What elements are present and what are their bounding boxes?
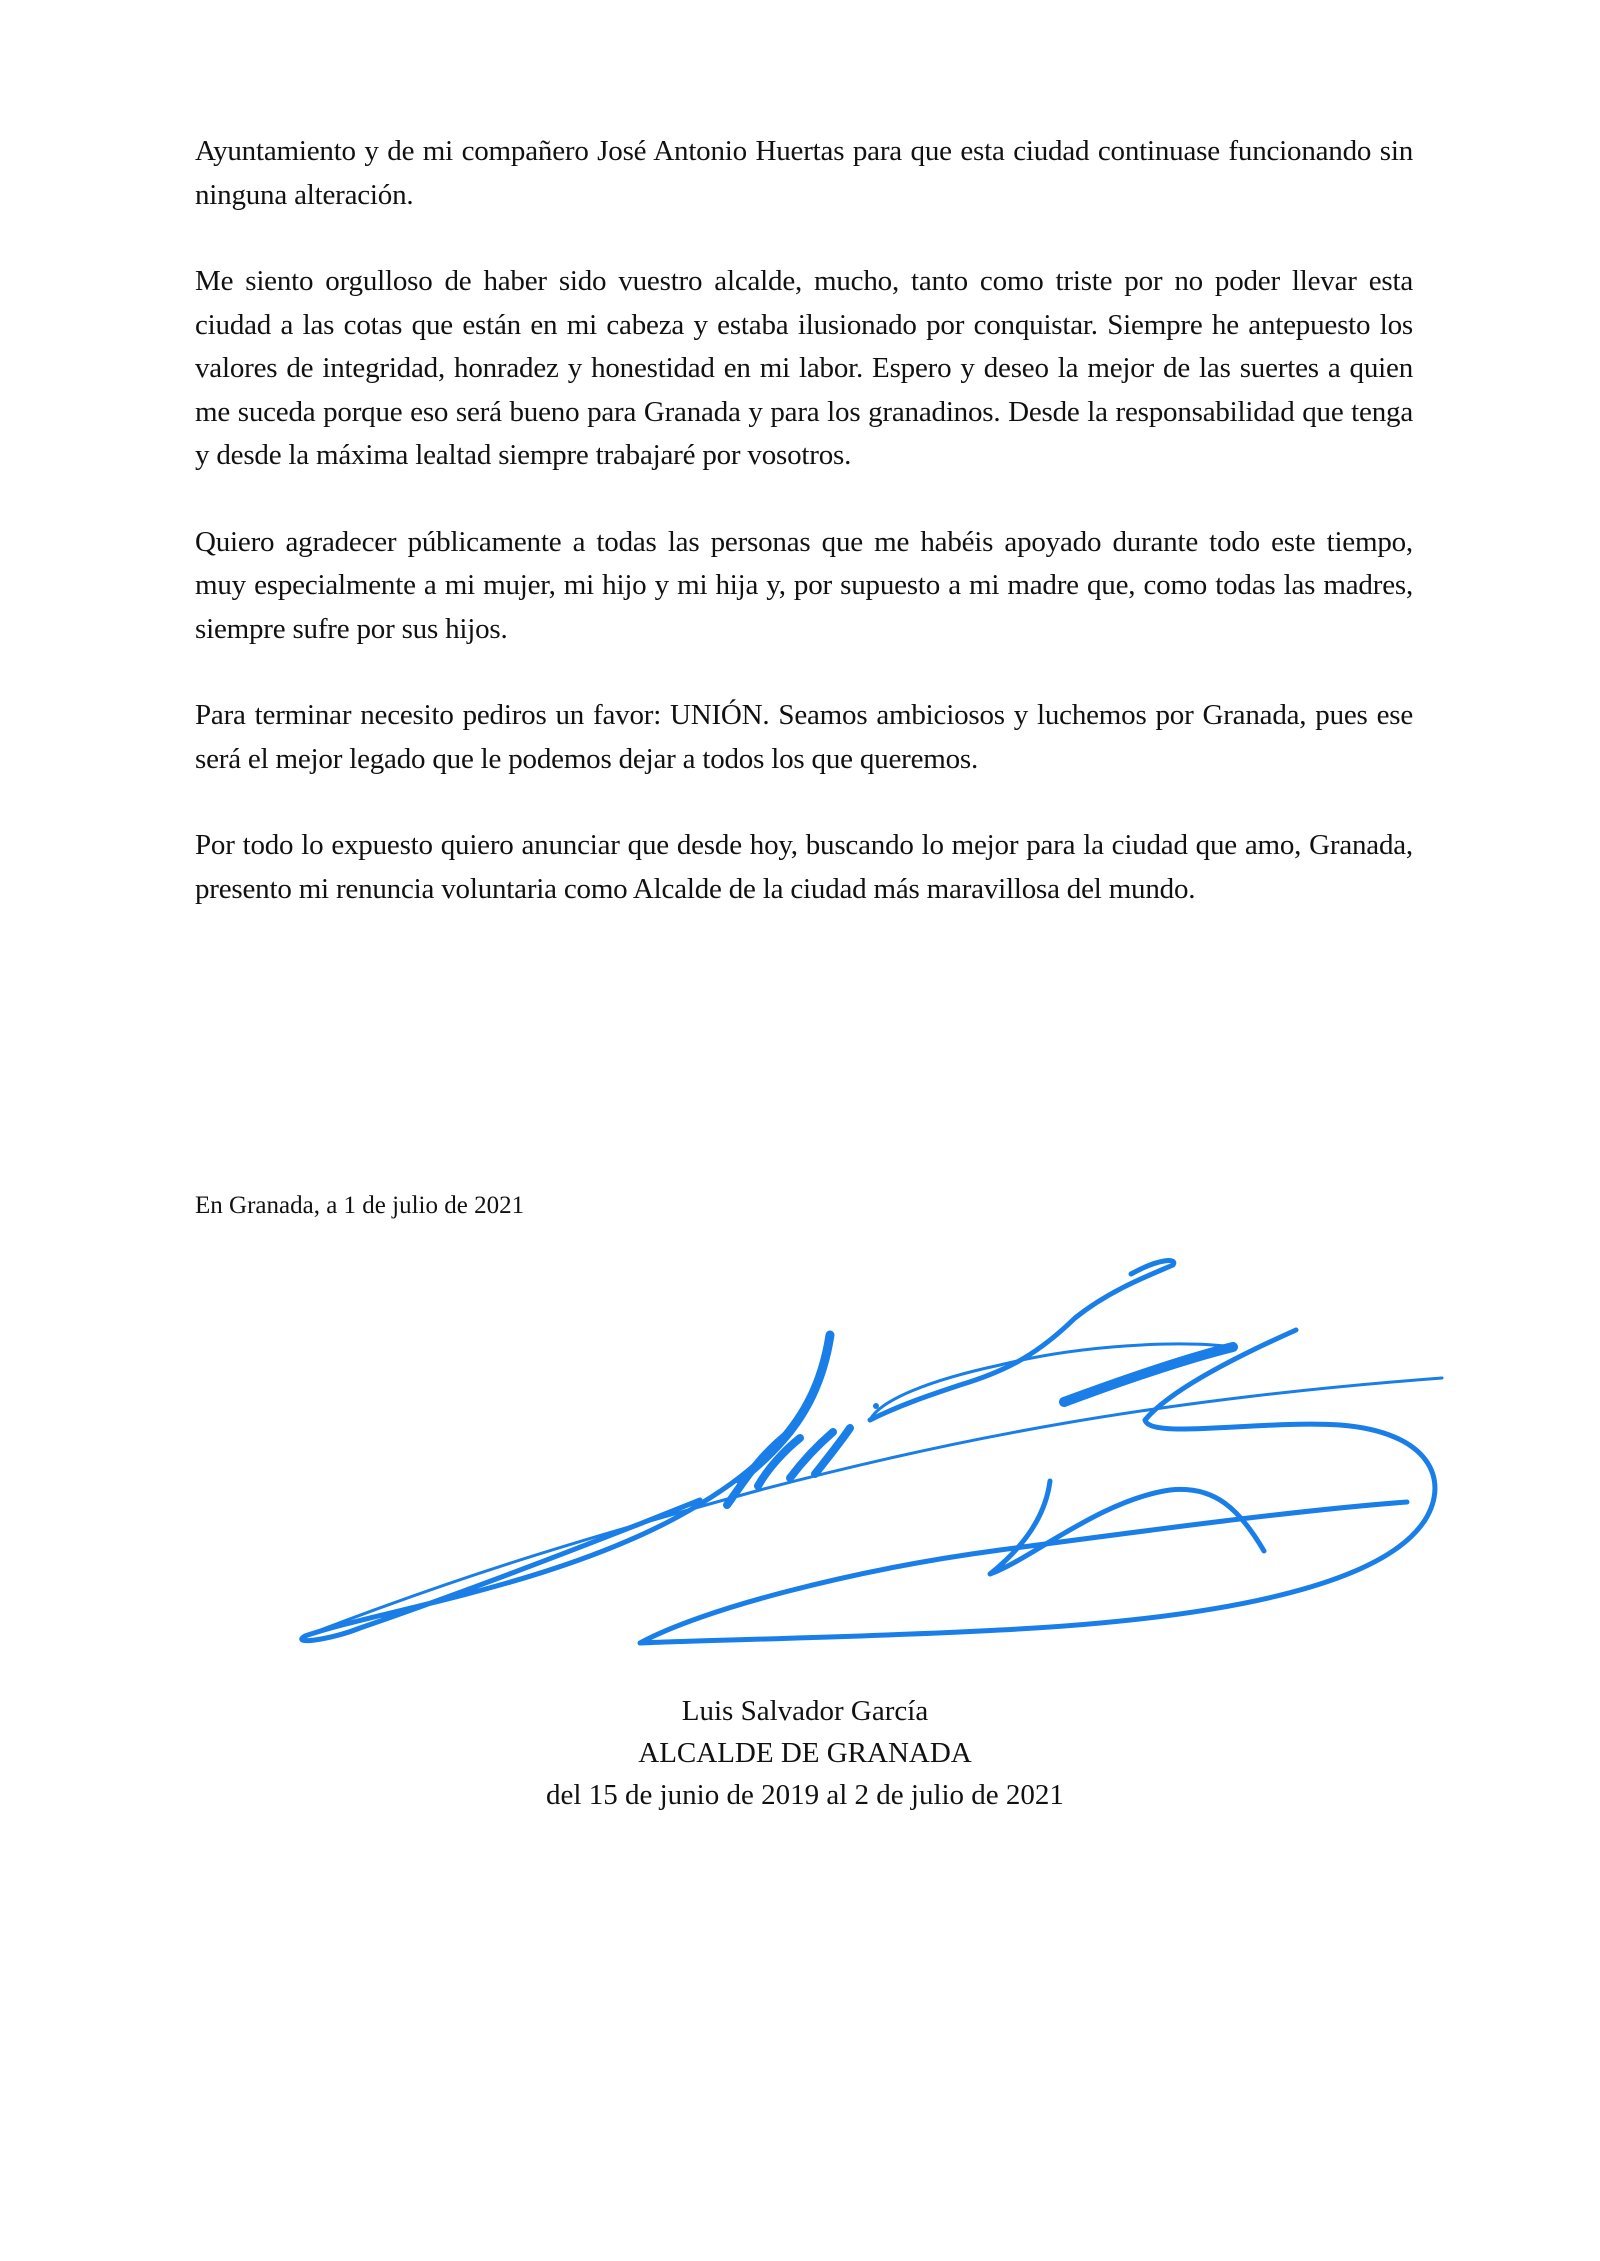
signer-title: ALCALDE DE GRANADA (638, 1737, 972, 1769)
paragraph-3: Quiero agradecer públicamente a todas las personas que me habéis apoyado durante todo este tiempo, muy especialmente a mi mujer, mi hijo y mi hija y, por supuesto a mi madre que, como todas las madres, siempre sufre por sus hijos. (195, 525, 1413, 645)
letter-body (195, 130, 1413, 954)
paragraph-4: Para terminar necesito pediros un favor: UNIÓN. Seamos ambiciosos y luchemos por Granada, pues ese será el mejor legado que le podemos dejar a todos los que queremos. (195, 699, 1413, 775)
date-line: En Granada, a 1 de julio de 2021 (195, 1192, 525, 1219)
signature-block (480, 1690, 1130, 1816)
signer-term: del 15 de junio de 2019 al 2 de julio de 2021 (546, 1779, 1064, 1811)
paragraph-2: Me siento orgulloso de haber sido vuestro alcalde, mucho, tanto como triste por no poder llevar esta ciudad a las cotas que están en mi cabeza y estaba ilusionado por conquistar. Siempre he antepuesto los valores de integridad, honradez y honestidad en mi labor. Espero y deseo la mejor de las suertes a quien me suceda porque eso será bueno para Granada y para los granadinos. Desde la responsabilidad que tenga y desde la máxima lealtad siempre trabajaré por vosotros. (195, 265, 1413, 471)
paragraph-1: Ayuntamiento y de mi compañero José Antonio Huertas para que esta ciudad continuase funcionando sin ninguna alteración. (195, 135, 1413, 211)
paragraph-5: Por todo lo expuesto quiero anunciar que desde hoy, buscando lo mejor para la ciudad que amo, Granada, presento mi renuncia voluntaria como Alcalde de la ciudad más maravillosa del mundo. (195, 829, 1413, 905)
signer-name: Luis Salvador García (681, 1695, 929, 1727)
